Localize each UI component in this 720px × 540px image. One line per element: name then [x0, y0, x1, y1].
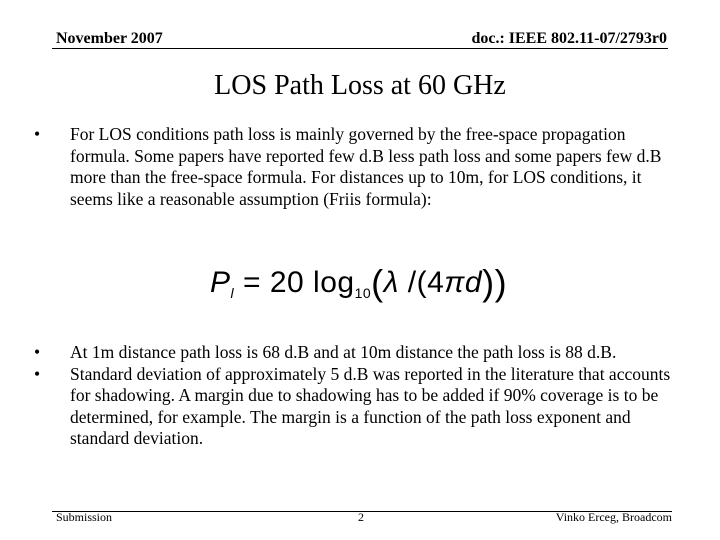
footer-submission: Submission: [56, 510, 113, 524]
bullet-item: [34, 364, 684, 450]
footer-author: Vinko Erceg, Broadcom: [555, 510, 672, 524]
bullet-text: For LOS conditions path loss is mainly governed by the free-space propagation formula. Some papers have reported few d.B less path loss and some papers few d.B more than the free-space formula. For distances up to 10m, for LOS conditions, it seems like a reasonable assumption (Friis formula):: [70, 124, 662, 209]
bullet-dot: •: [34, 363, 41, 384]
formula-rparen: )): [482, 262, 508, 303]
formula-div: /(4: [398, 266, 445, 299]
bullet-list-bottom: [34, 342, 684, 450]
bullet-item: [34, 342, 684, 364]
formula-lparen: (: [371, 262, 384, 303]
formula-lhs-var: P: [210, 266, 231, 299]
bullet-item: [34, 124, 684, 210]
footer-page-number: 2: [358, 510, 364, 524]
header-date: November 2007: [56, 30, 163, 47]
friis-formula: [210, 262, 507, 304]
formula-pi: π: [444, 266, 465, 299]
bullet-dot: •: [34, 124, 41, 144]
bullet-dot: •: [34, 342, 41, 362]
formula-d: d: [464, 266, 483, 299]
header-divider: [52, 48, 668, 49]
header-doc-id: doc.: IEEE 802.11-07/2793r0: [471, 30, 667, 47]
formula-log-base: 10: [354, 285, 372, 301]
formula-eq: = 20 log: [234, 266, 355, 299]
bullet-text: Standard deviation of approximately 5 d.B was reported in the literature that accounts for shadowing. A margin due to shadowing has to be added if 90% coverage is to be determined, for example. The margin is a function of the path loss exponent and standard deviation.: [70, 363, 671, 448]
formula-lambda: λ: [383, 266, 399, 299]
slide-title: LOS Path Loss at 60 GHz: [214, 70, 506, 101]
bullet-list-top: [34, 124, 684, 210]
bullet-text: At 1m distance path loss is 68 d.B and at 10m distance the path loss is 88 d.B.: [70, 342, 617, 362]
formula-lhs-sub: l: [230, 285, 235, 301]
